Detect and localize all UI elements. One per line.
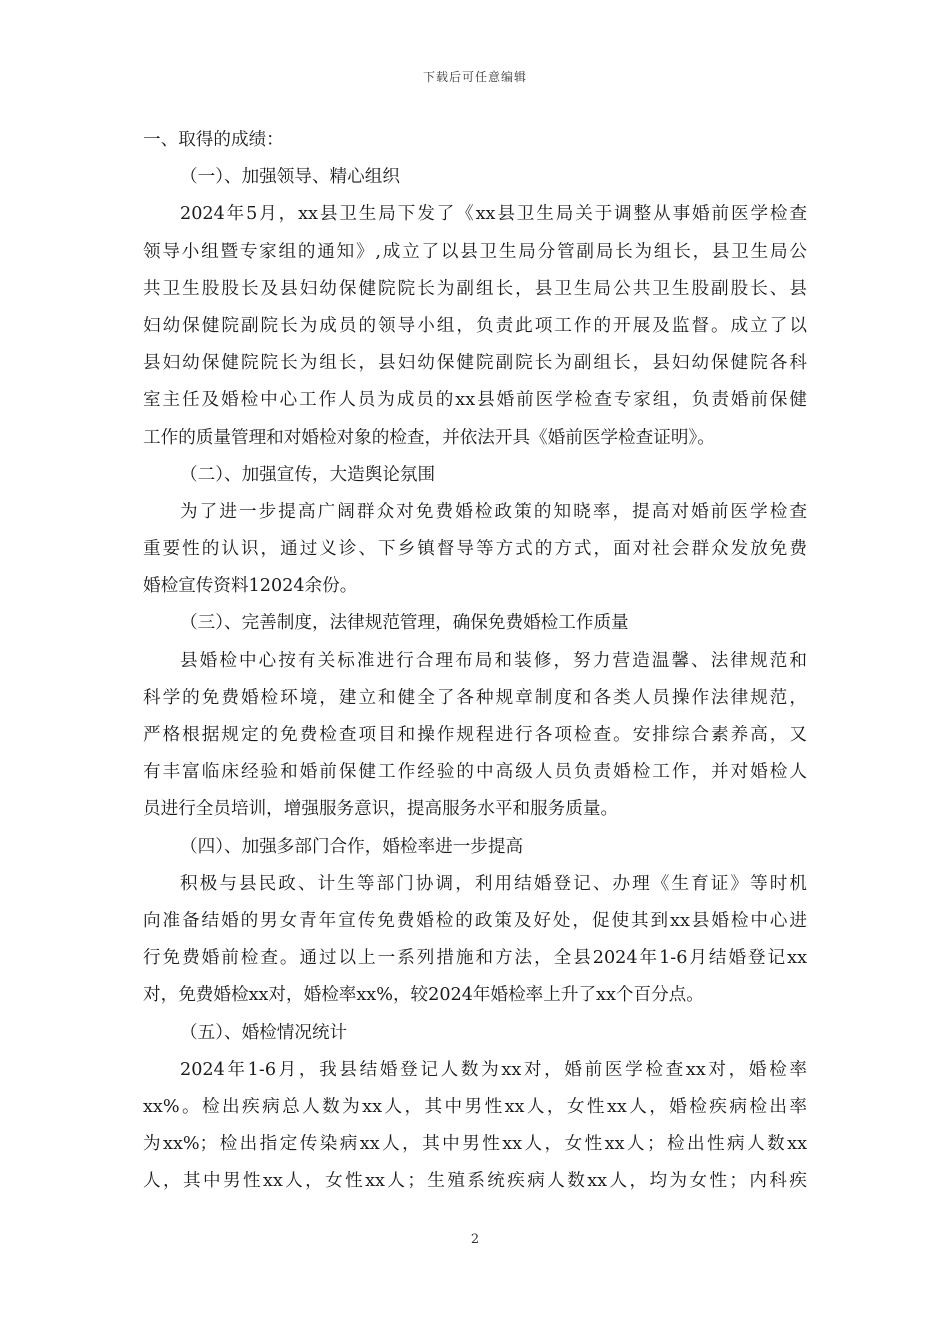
paragraph-line: 积极与县民政、计生等部门协调，利用结婚登记、办理《生育证》等时机 [180, 873, 807, 894]
paragraph-line: 为了进一步提高广阔群众对免费婚检政策的知晓率，提高对婚前医学检查 [180, 501, 807, 522]
paragraph-line: 对，免费婚检xx对，婚检率xx%，较2024年婚检率上升了xx个百分点。 [143, 985, 704, 1006]
paragraph-line: 重要性的认识，通过义诊、下乡镇督导等方式的方式，面对社会群众发放免费 [143, 539, 807, 560]
paragraph-line: 婚检宣传资料12024余份。 [143, 576, 358, 597]
paragraph-line: 2024年5月，xx县卫生局下发了《xx县卫生局关于调整从事婚前医学检查 [180, 204, 807, 225]
paragraph-line: 县妇幼保健院院长为组长，县妇幼保健院副院长为副组长，县妇幼保健院各科 [143, 353, 807, 374]
paragraph-line: 人，其中男性xx人，女性xx人；生殖系统疾病人数xx人，均为女性；内科疾 [143, 1171, 807, 1192]
paragraph-line: 向准备结婚的男女青年宣传免费婚检的政策及好处，促使其到xx县婚检中心进 [143, 910, 807, 931]
paragraph-line: 为xx%；检出指定传染病xx人，其中男性xx人，女性xx人；检出性病人数xx [143, 1134, 807, 1155]
paragraph-line: 共卫生股股长及县妇幼保健院院长为副组长，县卫生局公共卫生股副股长、县 [143, 278, 807, 299]
subsection-heading: （五）、婚检情况统计 [180, 1022, 348, 1043]
paragraph-line: 妇幼保健院副院长为成员的领导小组，负责此项工作的开展及监督。成立了以 [143, 315, 807, 336]
subsection-heading: （三）、完善制度，法律规范管理，确保免费婚检工作质量 [180, 613, 629, 634]
subsection-heading: （一）、加强领导、精心组织 [180, 167, 400, 188]
subsection-heading: （二）、加强宣传，大造舆论氛围 [180, 464, 436, 485]
subsection-heading: （四）、加强多部门合作，婚检率进一步提高 [180, 836, 524, 857]
paragraph-line: 室主任及婚检中心工作人员为成员的xx县婚前医学检查专家组，负责婚前保健 [143, 390, 807, 411]
paragraph-line: 员进行全员培训，增强服务意识，提高服务水平和服务质量。 [143, 799, 619, 820]
section-heading: 一、取得的成绩： [143, 130, 284, 150]
paragraph-line: 县婚检中心按有关标准进行合理布局和装修，努力营造温馨、法律规范和 [180, 650, 807, 671]
document-body [143, 122, 807, 1200]
page-number: 2 [470, 1232, 480, 1247]
paragraph-line: 严格根据规定的免费检查项目和操作规程进行各项检查。安排综合素养高，又 [143, 725, 807, 745]
header-note: 下载后可任意编辑 [422, 70, 527, 84]
paragraph-line: 领导小组暨专家组的通知》,成立了以县卫生局分管副局长为组长，县卫生局公 [143, 241, 807, 262]
paragraph-line: 行免费婚前检查。通过以上一系列措施和方法，全县2024年1-6月结婚登记xx [143, 948, 807, 969]
paragraph-line: 有丰富临床经验和婚前保健工作经验的中高级人员负责婚检工作，并对婚检人 [143, 762, 807, 783]
paragraph-line: 工作的质量管理和对婚检对象的检查，并依法开具《婚前医学检查证明》。 [143, 427, 715, 448]
paragraph-line: 科学的免费婚检环境，建立和健全了各种规章制度和各类人员操作法律规范， [143, 687, 807, 708]
paragraph-line: 2024年1-6月，我县结婚登记人数为xx对，婚前医学检查xx对，婚检率 [180, 1059, 807, 1080]
paragraph-line: xx%。检出疾病总人数为xx人，其中男性xx人，女性xx人，婚检疾病检出率 [143, 1096, 807, 1117]
